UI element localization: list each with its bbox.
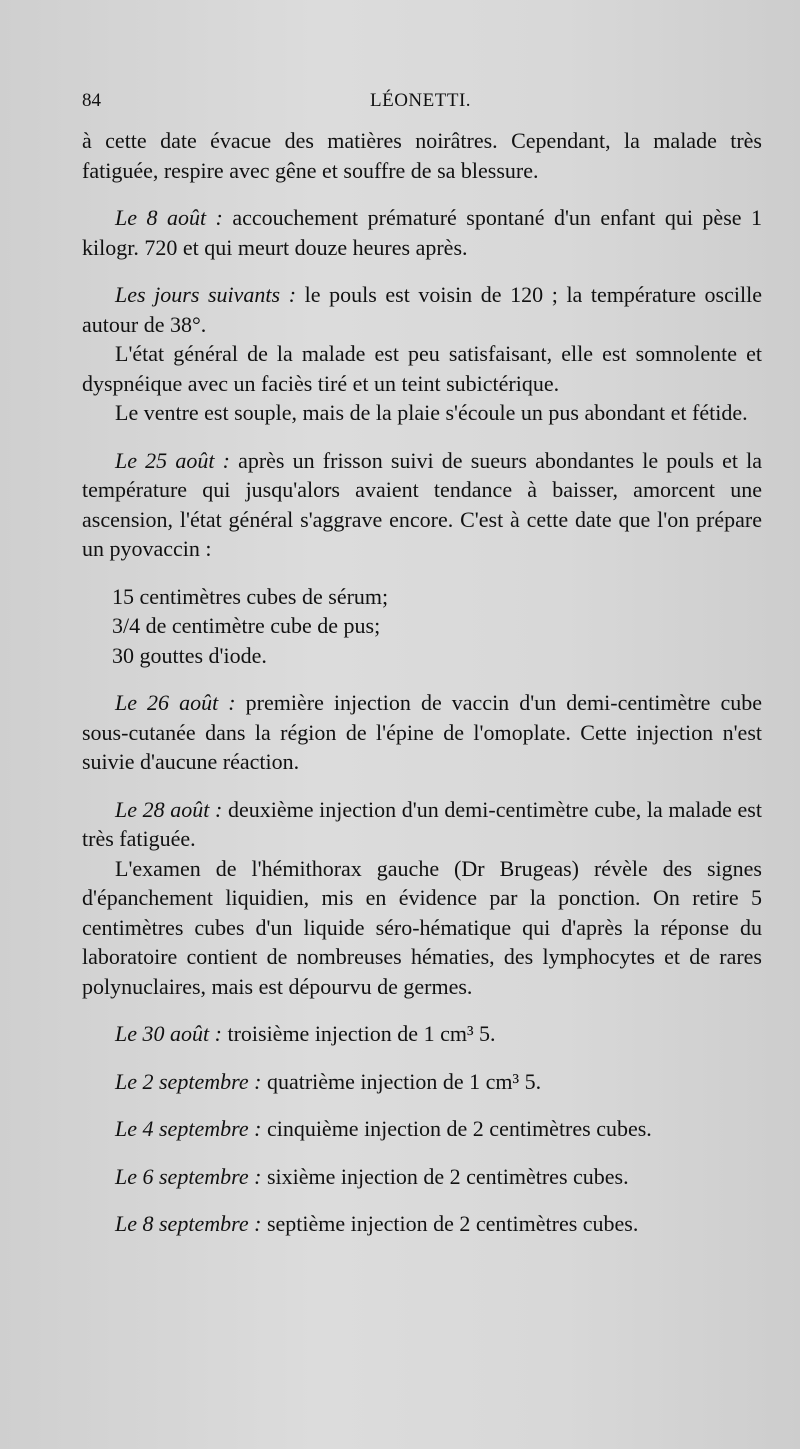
paragraph: [82, 1114, 762, 1144]
paragraph: [82, 446, 762, 564]
date-lead: Le 8 septembre :: [115, 1211, 262, 1236]
date-lead: Le 26 août :: [115, 690, 236, 715]
paragraph: [82, 203, 762, 262]
list-item: 15 centimètres cubes de sérum;: [112, 583, 389, 609]
paragraph-text: Le ventre est souple, mais de la plaie s'écoule un pus abondant et fétide.: [115, 400, 748, 425]
paragraph: [82, 126, 762, 185]
paragraph-text: le pouls est voisin de 120 ; la température oscille autour de 38°.: [82, 282, 762, 337]
paragraph: [82, 688, 762, 777]
paragraph: [82, 1162, 762, 1192]
body-text: [82, 126, 762, 1239]
paragraph: [82, 280, 762, 339]
date-lead: Le 2 septembre :: [115, 1068, 262, 1094]
date-lead: Le 6 septembre :: [115, 1163, 262, 1189]
paragraph: [82, 854, 762, 1002]
date-lead: Le 30 août :: [115, 1021, 222, 1046]
paragraph-text: à cette date évacue des matières noirâtres. Cependant, la malade très fatiguée, respire avec gêne et souffre de sa blessure.: [82, 128, 762, 183]
paragraph: [82, 1067, 762, 1097]
paragraph-text: après un frisson suivi de sueurs abondantes le pouls et la température qui jusqu'alors avaient tendance à baisser, amorcent une ascension, l'état général s'aggrave encore. C'est à cette date que l'on prépare un pyovaccin :: [82, 447, 762, 561]
page-number: 84: [82, 90, 101, 111]
date-lead: Le 25 août :: [115, 447, 230, 473]
page-header: [82, 90, 722, 120]
recipe-list: [82, 582, 762, 671]
paragraph-text: première injection de vaccin d'un demi-centimètre cube sous-cutanée dans la région de l'épine de l'omoplate. Cette injection n'est suivie d'aucune réaction.: [82, 690, 762, 774]
paragraph-text: septième injection de 2 centimètres cubes.: [261, 1211, 639, 1236]
running-title: LÉONETTI.: [370, 90, 472, 111]
paragraph-text: cinquième injection de 2 centimètres cubes.: [261, 1116, 652, 1141]
date-lead: Le 28 août :: [115, 796, 223, 822]
paragraph: [82, 398, 762, 428]
paragraph-text: quatrième injection de 1 cm³ 5.: [261, 1068, 542, 1094]
paragraph: [82, 1019, 762, 1049]
paragraph-text: deuxième injection d'un demi-centimètre cube, la malade est très fatiguée.: [82, 796, 762, 851]
date-lead: Les jours suivants :: [115, 282, 297, 307]
date-lead: Le 8 août :: [115, 205, 223, 230]
date-lead: Le 4 septembre :: [115, 1116, 262, 1141]
paragraph: [82, 339, 762, 398]
paragraph: [82, 1209, 762, 1239]
paragraph-text: accouchement prématuré spontané d'un enfant qui pèse 1 kilogr. 720 et qui meurt douze heures après.: [82, 205, 762, 260]
paragraph: [82, 795, 762, 854]
list-item: 30 gouttes d'iode.: [112, 642, 267, 668]
list-item: 3/4 de centimètre cube de pus;: [112, 613, 381, 638]
paragraph-text: L'état général de la malade est peu satisfaisant, elle est somnolente et dyspnéique avec un faciès tiré et un teint subictérique.: [82, 341, 762, 396]
paragraph-text: troisième injection de 1 cm³ 5.: [221, 1021, 496, 1046]
paragraph-text: L'examen de l'hémithorax gauche (Dr Brugeas) révèle des signes d'épanchement liquidien, mis en évidence par la ponction. On retire 5 centimètres cubes d'un liquide séro-hématique qui d'après la réponse du laboratoire contient de nombreuses hématies, des lymphocytes et de rares polynuclaires, mais est dépourvu de germes.: [82, 855, 762, 999]
paragraph-text: sixième injection de 2 centimètres cubes.: [261, 1163, 629, 1189]
